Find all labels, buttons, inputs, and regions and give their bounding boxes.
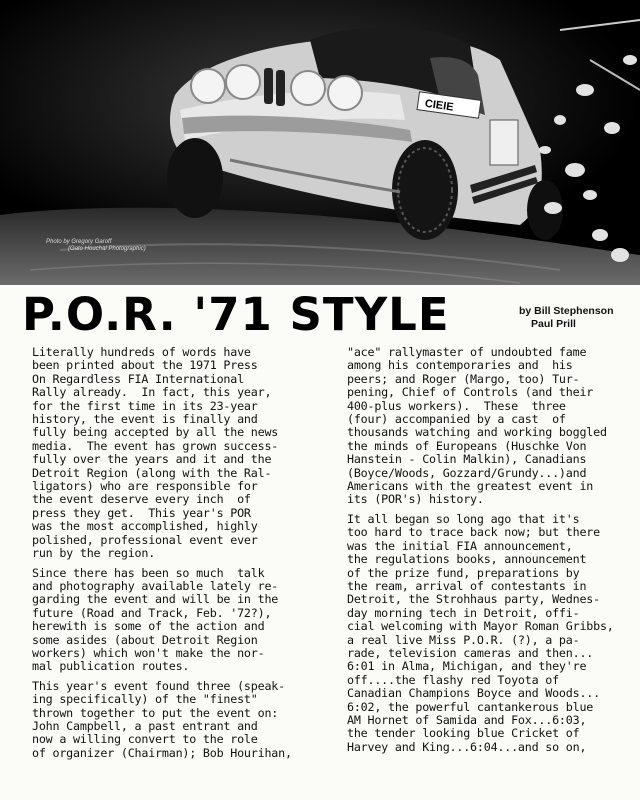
article-column-right [347, 346, 632, 760]
byline-author-2: Paul Prill [531, 318, 576, 330]
photo-credit [46, 239, 146, 253]
article-column-left [32, 346, 320, 766]
photo-credit-line1: Photo by Gregory Garoff [46, 239, 112, 245]
headlight [291, 71, 325, 105]
paragraph: "ace" rallymaster of undoubted fame among his contemporaries and his peers; and Roger (Margo, too) Tur- pening, Chief of Controls (and their 400-plus workers). These three (four) accompanied by a cast of thousands watching and working boggled the minds of Europeans (Huschke Von Hanstein - Colin Malkin), Canadians (Boyce/Woods, Gozzard/Grundy...)and Americans with the greatest event in its (POR's) history. [347, 345, 607, 507]
photo-credit-line2: (Gato Houchal Photographic) [68, 246, 146, 252]
headlight [226, 65, 260, 99]
rally-car-photo [0, 0, 640, 285]
front-left-wheel [167, 138, 223, 218]
headlight [328, 76, 362, 110]
front-right-wheel [392, 140, 458, 240]
paragraph: It all began so long ago that it's too hard to trace back now; but there was the initial FIA announcement, the regulations books, announcement of the prize fund, preparations by the ream, arrival of contestants in Detroit, the Strohhaus party, Wednes- day morning tech in Detroit, offi- cial welcoming with Mayor Roman Gribbs, a real live Miss P.O.R. (?), a pa- rade, television cameras and then... 6:01 in Alma, Michigan, and they're off....the flashy red Toyota of Canadian Champions Boyce and Woods... 6:02, the powerful cantankerous blue AM Hornet of Samida and Fox...6:03, the tender looking blue Cricket of Harvey and King...6:04...and so on, [347, 511, 614, 754]
paragraph: Since there has been so much talk and photography available lately re- garding the event and will be in the future (Road and Track, Feb. '72?), herewith is some of the action and some asides (about Detroit Region workers) which won't make the nor- mal publication routes. [32, 565, 279, 674]
byline [519, 305, 614, 331]
article-headline: P.O.R. '71 STYLE [22, 288, 450, 341]
paragraph: This year's event found three (speak- ing specifically) of the "finest" thrown together to put the event on: John Campbell, a past entrant and now a willing convert to the role of organizer (Chairman); Bob Hourihan, [32, 678, 292, 760]
byline-author-1: by Bill Stephenson [519, 305, 614, 317]
headlight [191, 69, 225, 103]
paragraph: Literally hundreds of words have been printed about the 1971 Press On Regardless FIA International Rally already. In fact, this year, for the first time in its 23-year history, the event is finally and fully being accepted by all the news media. The event has grown success- fully over the years and it and the Detroit Region (along with the Ral- ligators) who are responsible for the event deserve every inch of press they get. This year's POR was the most accomplished, highly polished, professional event ever run by the region. [32, 345, 279, 561]
car-plate-text: CIEIE [424, 97, 455, 114]
